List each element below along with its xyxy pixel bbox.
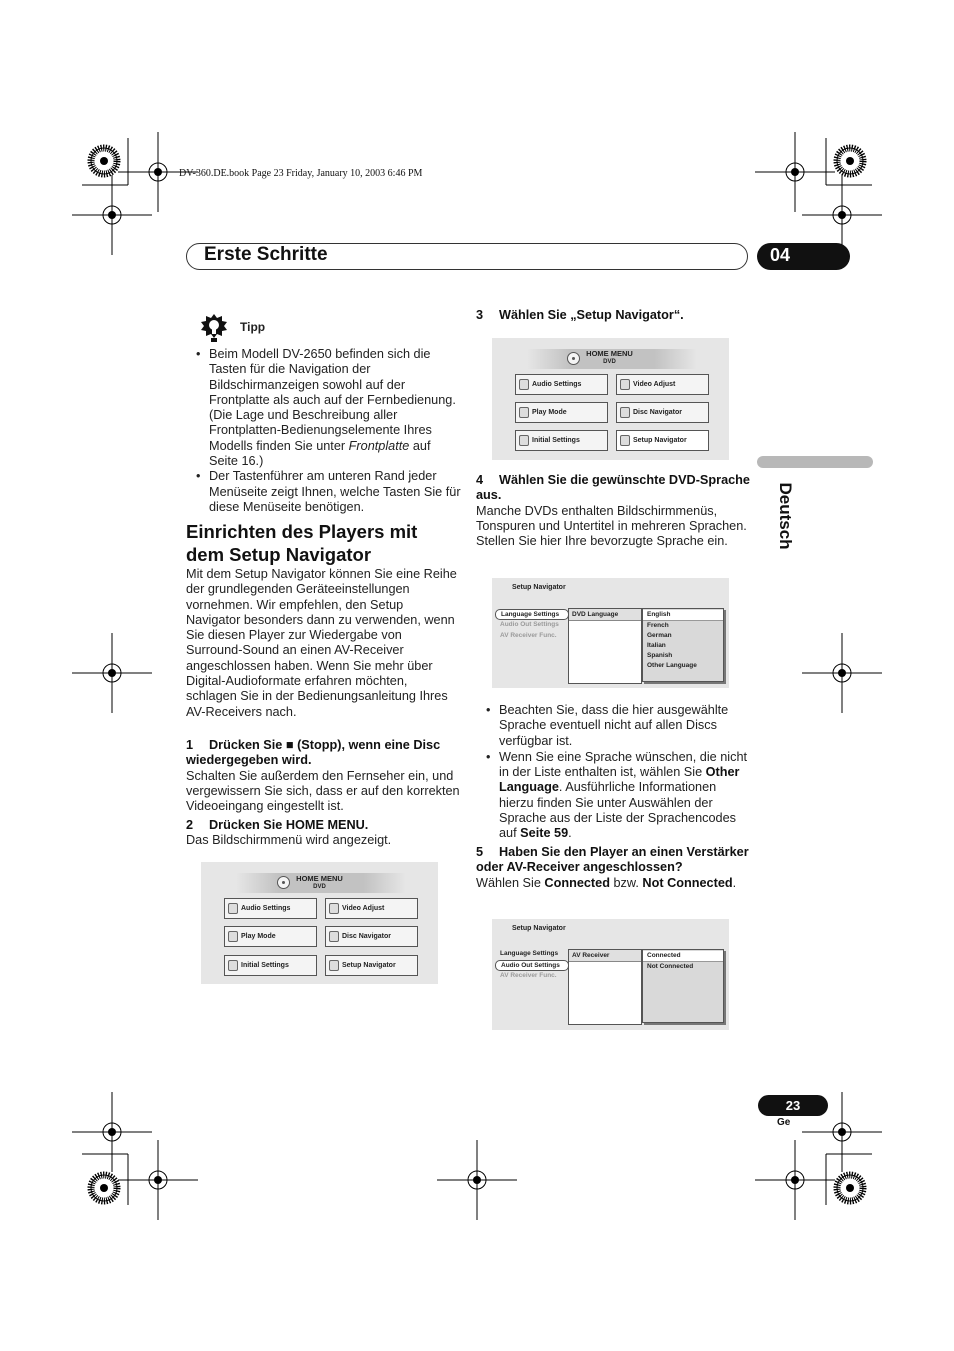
setup-navigator-language-screen — [492, 578, 729, 688]
step-1 — [186, 738, 461, 814]
av-receiver-header: AV Receiver — [569, 950, 641, 962]
section-heading: Einrichten des Players mit dem Setup Navigator — [186, 521, 418, 565]
disc-icon — [277, 876, 290, 889]
monitor-icon — [620, 379, 630, 390]
av-options — [642, 949, 724, 1023]
menu-play-mode[interactable]: Play Mode — [224, 926, 317, 947]
step-4 — [476, 473, 751, 549]
page-language-code: Ge — [777, 1117, 791, 1128]
option-spanish[interactable]: Spanish — [647, 652, 673, 659]
category-language-settings[interactable]: Language Settings — [500, 950, 559, 957]
option-not-connected[interactable]: Not Connected — [647, 963, 694, 970]
setup-navigator-categories — [495, 609, 569, 641]
speaker-icon — [519, 379, 529, 390]
menu-initial-settings[interactable]: Initial Settings — [515, 430, 608, 451]
lightbulb-icon — [199, 313, 229, 343]
menu-disc-navigator[interactable]: Disc Navigator — [616, 402, 709, 423]
category-audio-out-settings[interactable]: Audio Out Settings — [495, 960, 569, 971]
navigator-icon — [620, 435, 630, 446]
note-bullet: • Wenn Sie eine Sprache wünschen, die nicht in der Liste enthalten ist, wählen Sie Other Language. Ausführliche Informationen hierzu finden Sie unter Auswählen der Sprache aus der Liste der Sprachencodes auf Seite 59. — [476, 750, 751, 842]
step-4-body: Manche DVDs enthalten Bildschirmmenüs, Tonspuren und Untertitel in mehreren Sprachen. Stellen Sie hier Ihre bevorzugte Sprache ein. — [476, 503, 747, 549]
tip-label: Tipp — [240, 320, 266, 334]
menu-video-adjust[interactable]: Video Adjust — [616, 374, 709, 395]
play-icon — [228, 931, 238, 942]
language-tab-bar — [757, 456, 873, 468]
option-connected[interactable]: Connected — [643, 951, 723, 962]
step-5-title: 5 Haben Sie den Player an einen Verstärker oder AV-Receiver angeschlossen? — [476, 845, 749, 875]
notes-list — [476, 703, 751, 842]
disc-nav-icon — [620, 407, 630, 418]
chapter-title: Erste Schritte — [204, 244, 328, 265]
step-2 — [186, 818, 461, 849]
menu-audio-settings[interactable]: Audio Settings — [515, 374, 608, 395]
home-menu-title: HOME MENU DVD — [296, 874, 343, 890]
tip-bullet: • Der Tastenführer am unteren Rand jeder Menüseite zeigt Ihnen, welche Tasten Sie für diese Menüseite benötigen. — [186, 469, 461, 515]
setup-navigator-categories — [495, 949, 569, 981]
settings-icon — [519, 435, 529, 446]
option-english[interactable]: English — [643, 610, 723, 621]
note-bullet: • Beachten Sie, dass die hier ausgewählte Sprache eventuell nicht auf allen Discs verfügbar ist. — [476, 703, 751, 749]
step-5 — [476, 845, 751, 891]
home-menu-title: HOME MENU DVD — [586, 349, 633, 365]
stop-icon: ■ — [285, 738, 294, 752]
option-german[interactable]: German — [647, 632, 672, 639]
tip-bullet: • Beim Modell DV-2650 befinden sich die Tasten für die Navigation der Bildschirmanzeigen sowohl auf der Frontplatte als auch auf der Fernbedienung. (Die Lage und Beschreibung aller Frontplatten-Bedienungselemente Ihres Modells finden Sie unter Frontplatte auf Seite 16.) — [186, 347, 461, 469]
home-menu-screen — [201, 862, 438, 984]
navigator-icon — [329, 960, 339, 971]
language-tab — [770, 480, 800, 552]
file-info: DV-360.DE.book Page 23 Friday, January 10, 2003 6:46 PM — [179, 168, 423, 179]
category-audio-out-settings[interactable]: Audio Out Settings — [500, 621, 559, 628]
step-4-title: 4 Wählen Sie die gewünschte DVD-Sprache aus. — [476, 473, 750, 503]
menu-play-mode[interactable]: Play Mode — [515, 402, 608, 423]
menu-setup-navigator[interactable]: Setup Navigator — [325, 955, 418, 976]
tip-italic-ref: Frontplatte — [348, 438, 410, 453]
language-tab-label: Deutsch — [776, 482, 795, 550]
option-other-language[interactable]: Other Language — [647, 662, 697, 669]
page-number: 23 — [758, 1095, 828, 1116]
dvd-language-panel — [568, 608, 642, 684]
tip-list — [186, 347, 461, 515]
category-av-receiver-func[interactable]: AV Receiver Func. — [500, 631, 557, 639]
language-options — [642, 608, 724, 682]
setup-navigator-title: Setup Navigator — [512, 925, 566, 932]
step-5-body: Wählen Sie Connected bzw. Not Connected. — [476, 875, 737, 890]
settings-icon — [228, 960, 238, 971]
monitor-icon — [329, 903, 339, 914]
speaker-icon — [228, 903, 238, 914]
step-3-title: 3 Wählen Sie „Setup Navigator“. — [476, 308, 684, 322]
option-french[interactable]: French — [647, 622, 669, 629]
home-menu-screen-selected — [492, 338, 729, 460]
av-receiver-panel — [568, 949, 642, 1025]
play-icon — [519, 407, 529, 418]
section-intro: Mit dem Setup Navigator können Sie eine Reihe der grundlegenden Geräteeinstellungen vornehmen. Wir empfehlen, den Setup Navigator besonders dann zu verwenden, wenn Sie diesen Player zur Wiedergabe von Surround-Sound an einen AV-Receiver angeschlossen haben. Wenn Sie mehr über Digital-Audioformate erfahren möchten, schlagen Sie in der Bedienungsanleitung Ihres AV-Receivers nach. — [186, 567, 457, 719]
chapter-number: 04 — [757, 243, 850, 270]
category-language-settings[interactable]: Language Settings — [495, 609, 569, 620]
menu-initial-settings[interactable]: Initial Settings — [224, 955, 317, 976]
menu-disc-navigator[interactable]: Disc Navigator — [325, 926, 418, 947]
option-italian[interactable]: Italian — [647, 642, 666, 649]
menu-setup-navigator-selected[interactable]: Setup Navigator — [616, 430, 709, 451]
menu-video-adjust[interactable]: Video Adjust — [325, 898, 418, 919]
step-1-body: Schalten Sie außerdem den Fernseher ein, und vergewissern Sie sich, dass er auf den korrekten Videoeingang eingestellt ist. — [186, 768, 460, 814]
category-av-receiver-func[interactable]: AV Receiver Func. — [500, 971, 557, 979]
step-1-title: 1 Drücken Sie ■ (Stopp), wenn eine Disc wiedergegeben wird. — [186, 738, 441, 768]
dvd-language-header: DVD Language — [569, 609, 641, 621]
setup-navigator-av-screen — [492, 919, 729, 1030]
step-2-body: Das Bildschirmmenü wird angezeigt. — [186, 833, 392, 848]
menu-audio-settings[interactable]: Audio Settings — [224, 898, 317, 919]
setup-navigator-title: Setup Navigator — [512, 584, 566, 591]
step-2-title: 2 Drücken Sie HOME MENU. — [186, 818, 369, 832]
disc-icon — [567, 352, 580, 365]
disc-nav-icon — [329, 931, 339, 942]
